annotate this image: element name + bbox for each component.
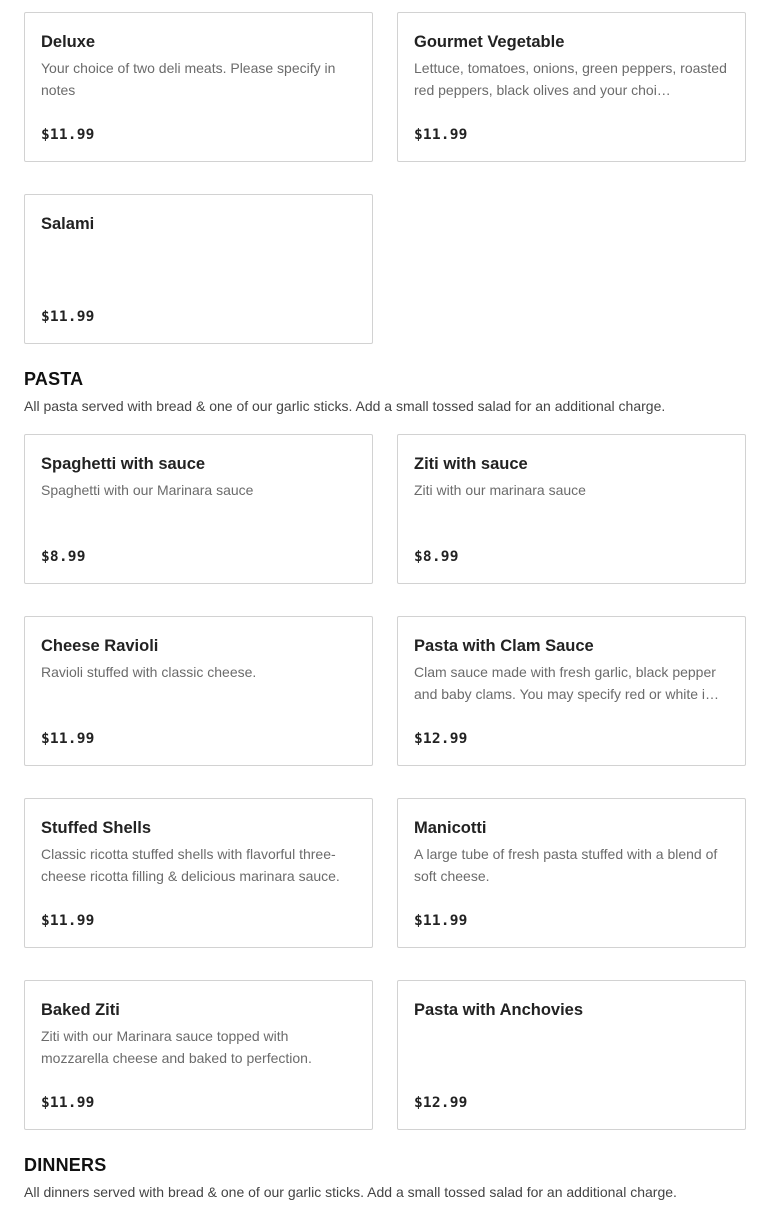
menu-item-price: $11.99 (41, 731, 95, 747)
menu-item-card[interactable] (24, 434, 373, 584)
menu-item-name: Baked Ziti (41, 1001, 120, 1019)
menu-item-name: Gourmet Vegetable (414, 33, 565, 51)
menu-item-name: Salami (41, 215, 95, 233)
menu-item-name: Manicotti (414, 819, 487, 837)
menu-item-card[interactable] (24, 194, 373, 344)
menu-item-card[interactable] (24, 980, 373, 1130)
menu-item-name: Deluxe (41, 33, 96, 51)
menu-item-price: $11.99 (414, 913, 468, 929)
menu-item-description: Your choice of two deli meats. Please specify in notes (41, 60, 336, 98)
menu-item-name: Pasta with Clam Sauce (414, 637, 594, 655)
menu-item-card[interactable] (397, 12, 746, 162)
menu-item-card[interactable] (397, 980, 746, 1130)
menu-item-card[interactable] (24, 12, 373, 162)
menu-item-card[interactable] (24, 616, 373, 766)
menu-item-description: Ziti with our marinara sauce (414, 482, 586, 498)
menu-item-price: $11.99 (41, 127, 95, 143)
menu-item-description: Classic ricotta stuffed shells with flavorful three-cheese ricotta filling & delicious marinara sauce. (41, 846, 340, 884)
menu-item-card[interactable] (24, 798, 373, 948)
menu-item-card[interactable] (397, 616, 746, 766)
menu-item-description: Clam sauce made with fresh garlic, black pepper and baby clams. You may specify red or white i… (414, 664, 720, 702)
menu-item-description: Ziti with our Marinara sauce topped with mozzarella cheese and baked to perfection. (41, 1028, 312, 1066)
section-title-pasta: PASTA (24, 369, 84, 389)
section-description-pasta: All pasta served with bread & one of our garlic sticks. Add a small tossed salad for an additional charge. (24, 398, 666, 414)
menu-item-price: $12.99 (414, 731, 468, 747)
menu-item-price: $11.99 (41, 913, 95, 929)
menu-item-price: $8.99 (414, 549, 459, 565)
menu-item-description: A large tube of fresh pasta stuffed with a blend of soft cheese. (414, 846, 718, 884)
menu-item-name: Ziti with sauce (414, 455, 528, 473)
menu-item-card[interactable] (397, 798, 746, 948)
menu-item-description: Lettuce, tomatoes, onions, green peppers, roasted red peppers, black olives and your choi… (414, 60, 727, 98)
menu-item-name: Cheese Ravioli (41, 637, 159, 655)
menu-item-price: $12.99 (414, 1095, 468, 1111)
menu-item-description: Spaghetti with our Marinara sauce (41, 482, 254, 498)
menu-item-price: $8.99 (41, 549, 86, 565)
section-title-dinners: DINNERS (24, 1155, 107, 1175)
menu-item-card[interactable] (397, 434, 746, 584)
sandwiches-grid (24, 12, 746, 344)
menu-item-price: $11.99 (41, 1095, 95, 1111)
menu-item-name: Stuffed Shells (41, 819, 152, 837)
menu-item-name: Spaghetti with sauce (41, 455, 206, 473)
section-description-dinners: All dinners served with bread & one of our garlic sticks. Add a small tossed salad for an additional charge. (24, 1184, 677, 1200)
menu-item-name: Pasta with Anchovies (414, 1001, 584, 1019)
menu-item-description: Ravioli stuffed with classic cheese. (41, 664, 257, 680)
menu-item-price: $11.99 (414, 127, 468, 143)
pasta-grid (24, 434, 746, 1130)
menu-item-price: $11.99 (41, 309, 95, 325)
